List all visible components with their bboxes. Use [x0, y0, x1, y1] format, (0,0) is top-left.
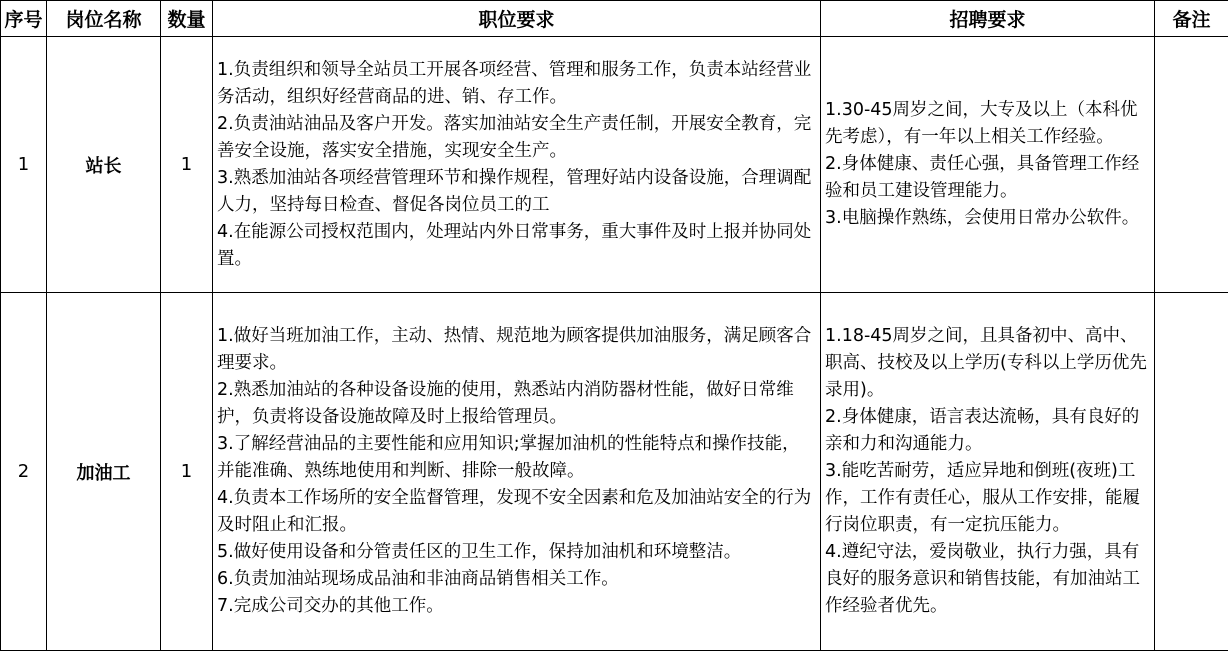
duty-item: 3.了解经营油品的主要性能和应用知识;掌握加油机的性能特点和操作技能，并能准确、熟练地使用和判断、排除一般故障。 [217, 434, 800, 481]
requirement-item: 4.遵纪守法，爱岗敬业，执行力强，具有良好的服务意识和销售技能，有加油站工作经验者优先。 [825, 542, 1140, 616]
header-notes: 备注 [1155, 1, 1228, 37]
row-duties [213, 293, 821, 651]
duty-item: 3.熟悉加油站各项经营管理环节和操作规程，管理好站内设备设施，合理调配人力，坚持每日检查、督促各岗位员工的工 [217, 167, 812, 215]
requirement-item: 1.18-45周岁之间，且具备初中、高中、职高、技校及以上学历(专科以上学历优先录用)。 [825, 326, 1147, 400]
table-row [1, 37, 1228, 293]
row-notes [1155, 37, 1228, 293]
row-count: 1 [161, 37, 213, 293]
row-notes [1155, 293, 1228, 651]
duty-item: 5.做好使用设备和分管责任区的卫生工作，保持加油机和环境整洁。 [217, 542, 742, 562]
row-position: 站长 [47, 37, 161, 293]
duty-item: 4.负责本工作场所的安全监督管理，发现不安全因素和危及加油站安全的行为及时阻止和汇报。 [217, 488, 812, 535]
row-requirements [821, 37, 1155, 293]
table-row [1, 293, 1228, 651]
row-requirements [821, 293, 1155, 651]
requirement-item: 2.身体健康、责任心强，具备管理工作经验和员工建设管理能力。 [825, 154, 1140, 201]
header-row [1, 1, 1228, 37]
header-duties: 职位要求 [213, 1, 821, 37]
requirement-item: 3.能吃苦耐劳，适应异地和倒班(夜班)工作，工作有责任心，服从工作安排，能履行岗位职责，有一定抗压能力。 [825, 461, 1140, 535]
duty-item: 1.做好当班加油工作，主动、热情、规范地为顾客提供加油服务，满足顾客合理要求。 [217, 326, 812, 373]
header-count: 数量 [161, 1, 213, 37]
header-position: 岗位名称 [47, 1, 161, 37]
row-index: 1 [1, 37, 47, 293]
row-count: 1 [161, 293, 213, 651]
duty-item: 6.负责加油站现场成品油和非油商品销售相关工作。 [217, 569, 619, 589]
duty-item: 2.负责油站油品及客户开发。落实加油站安全生产责任制，开展安全教育，完善安全设施，落实安全措施，实现安全生产。 [217, 113, 812, 161]
duty-item: 1.负责组织和领导全站员工开展各项经营、管理和服务工作，负责本站经营业务活动，组织好经营商品的进、销、存工作。 [217, 59, 812, 107]
duty-item: 4.在能源公司授权范围内，处理站内外日常事务，重大事件及时上报并协同处置。 [217, 221, 812, 269]
row-index: 2 [1, 293, 47, 651]
requirement-item: 2.身体健康，语言表达流畅，具有良好的亲和力和沟通能力。 [825, 407, 1140, 454]
header-index: 序号 [1, 1, 47, 37]
duty-item: 7.完成公司交办的其他工作。 [217, 596, 444, 616]
row-position: 加油工 [47, 293, 161, 651]
requirement-item: 3.电脑操作熟练，会使用日常办公软件。 [825, 208, 1140, 228]
header-requirements: 招聘要求 [821, 1, 1155, 37]
requirement-item: 1.30-45周岁之间，大专及以上（本科优先考虑），有一年以上相关工作经验。 [825, 100, 1138, 147]
duty-item: 2.熟悉加油站的各种设备设施的使用，熟悉站内消防器材性能，做好日常维护，负责将设备设施故障及时上报给管理员。 [217, 380, 794, 427]
row-duties [213, 37, 821, 293]
